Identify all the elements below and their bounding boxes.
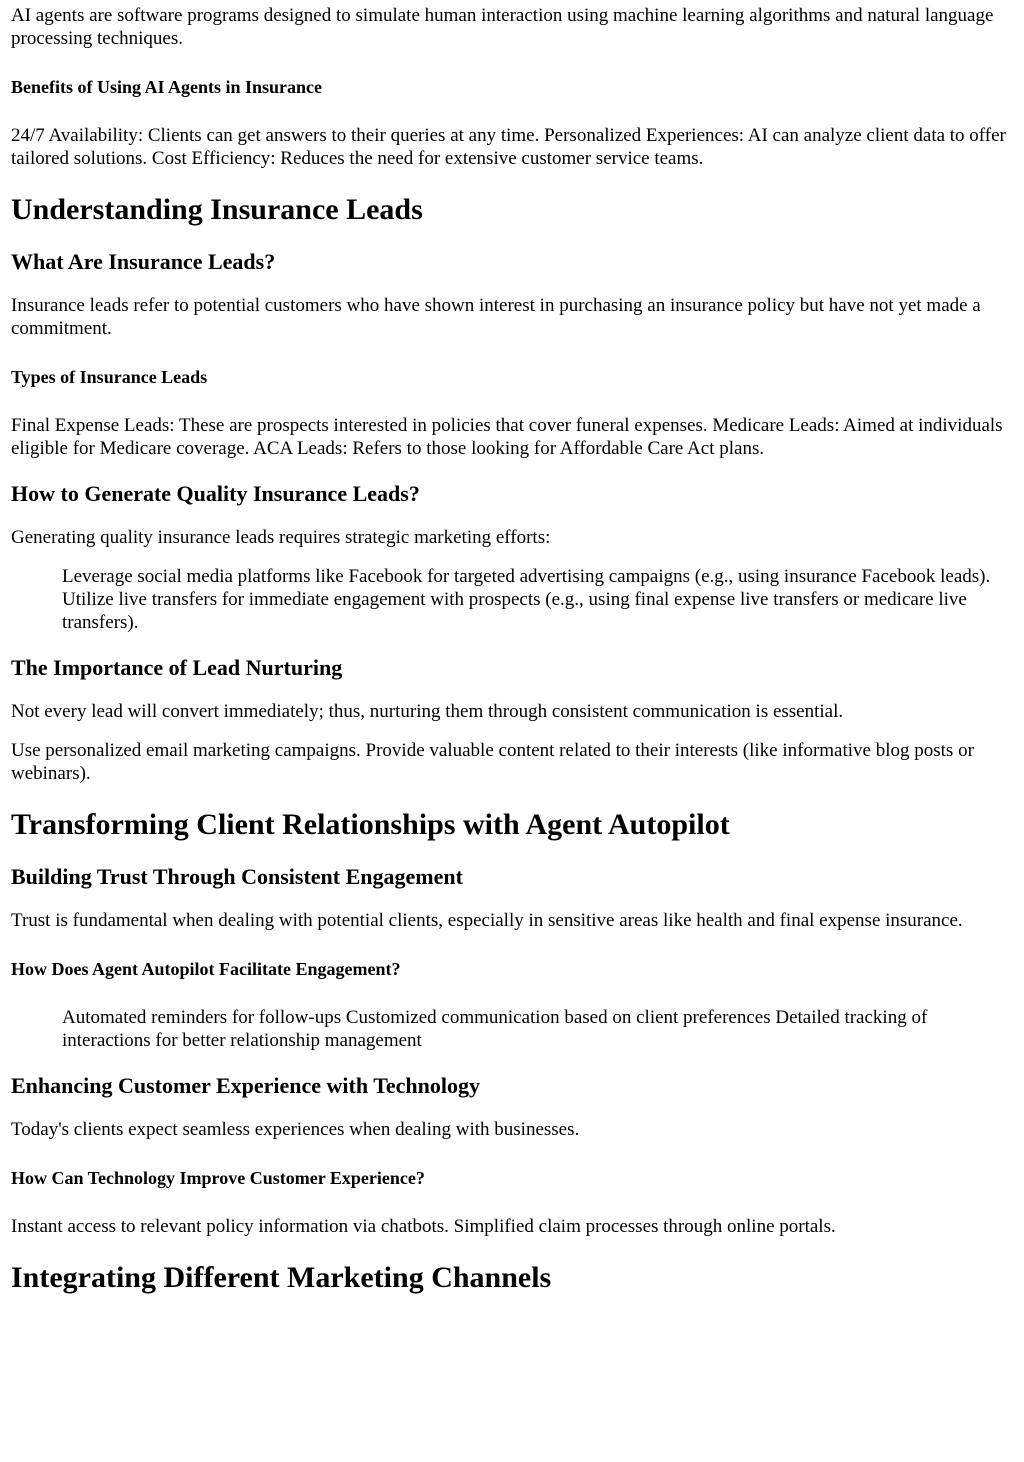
building-trust-paragraph: Trust is fundamental when dealing with potential clients, especially in sensitive areas like health and final expense insurance. xyxy=(11,910,963,931)
section-title-understanding-leads: Understanding Insurance Leads xyxy=(11,193,423,226)
benefits-paragraph: 24/7 Availability: Clients can get answers to their queries at any time. Personalized Experiences: AI can analyze client data to offer tailored solutions. Cost Efficiency: Reduces the need for extensive customer service teams. xyxy=(11,125,1006,169)
lead-nurturing-paragraph-2: Use personalized email marketing campaigns. Provide valuable content related to their interests (like informative blog posts or webinars). xyxy=(11,740,974,784)
generate-leads-heading: How to Generate Quality Insurance Leads? xyxy=(11,481,420,506)
customer-experience-paragraph: Today's clients expect seamless experiences when dealing with businesses. xyxy=(11,1119,580,1140)
facilitate-engagement-heading: How Does Agent Autopilot Facilitate Engagement? xyxy=(11,959,401,979)
improve-experience-heading: How Can Technology Improve Customer Experience? xyxy=(11,1168,425,1188)
what-are-leads-paragraph: Insurance leads refer to potential customers who have shown interest in purchasing an insurance policy but have not yet made a commitment. xyxy=(11,295,981,339)
section-title-transforming-relationships: Transforming Client Relationships with Agent Autopilot xyxy=(11,808,730,841)
types-of-leads-heading: Types of Insurance Leads xyxy=(11,367,208,387)
lead-nurturing-heading: The Importance of Lead Nurturing xyxy=(11,655,343,680)
customer-experience-heading: Enhancing Customer Experience with Technology xyxy=(11,1073,480,1098)
improve-experience-paragraph: Instant access to relevant policy information via chatbots. Simplified claim processes through online portals. xyxy=(11,1216,836,1237)
generate-leads-paragraph: Generating quality insurance leads requires strategic marketing efforts: xyxy=(11,527,551,548)
facilitate-engagement-quote: Automated reminders for follow-ups Customized communication based on client preferences Detailed tracking of interactions for better relationship management xyxy=(62,1007,928,1051)
types-of-leads-paragraph: Final Expense Leads: These are prospects interested in policies that cover funeral expenses. Medicare Leads: Aimed at individuals eligible for Medicare coverage. ACA Leads: Refers to those looking for Affordable Care Act plans. xyxy=(11,415,1003,459)
lead-nurturing-paragraph-1: Not every lead will convert immediately; thus, nurturing them through consistent communication is essential. xyxy=(11,701,844,722)
what-are-leads-heading: What Are Insurance Leads? xyxy=(11,249,276,274)
article xyxy=(0,4,1024,1296)
benefits-heading: Benefits of Using AI Agents in Insurance xyxy=(11,77,323,97)
building-trust-heading: Building Trust Through Consistent Engagement xyxy=(11,864,463,889)
section-title-marketing-channels: Integrating Different Marketing Channels xyxy=(11,1261,552,1294)
intro-paragraph: AI agents are software programs designed to simulate human interaction using machine learning algorithms and natural language processing techniques. xyxy=(11,5,994,49)
generate-leads-quote: Leverage social media platforms like Facebook for targeted advertising campaigns (e.g., using insurance Facebook leads). Utilize live transfers for immediate engagement with prospects (e.g., using final expense live transfers or medicare live transfers). xyxy=(62,566,991,633)
